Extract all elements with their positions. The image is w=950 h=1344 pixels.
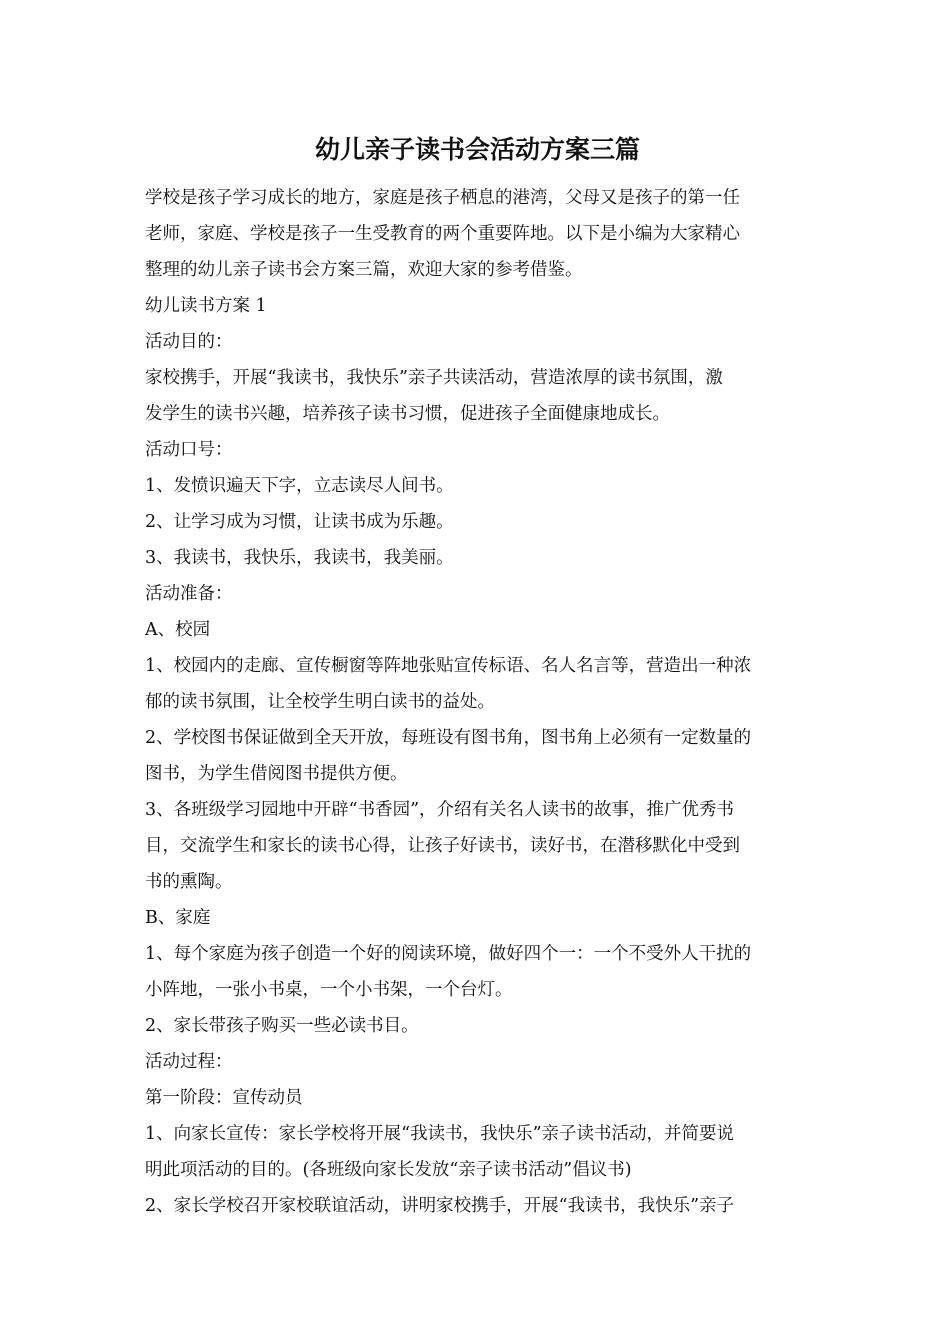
text-block	[145, 180, 810, 1224]
text-line: A、校园	[145, 620, 211, 640]
text-line: 2、家长学校召开家校联谊活动，讲明家校携手，开展“我读书，我快乐”亲子	[145, 1196, 735, 1216]
text-line: 书的熏陶。	[145, 872, 233, 892]
document-title: 幼儿亲子读书会活动方案三篇	[314, 135, 640, 164]
text-line: 图书，为学生借阅图书提供方便。	[145, 764, 408, 784]
text-line: 学校是孩子学习成长的地方，家庭是孩子栖息的港湾，父母又是孩子的第一任	[145, 188, 740, 208]
text-line: 老师，家庭、学校是孩子一生受教育的两个重要阵地。以下是小编为大家精心	[145, 224, 740, 244]
document-body	[145, 180, 810, 1224]
text-line: 1、发愤识遍天下字，立志读尽人间书。	[145, 476, 454, 496]
text-line: B、家庭	[145, 908, 211, 928]
text-line: 发学生的读书兴趣，培养孩子读书习惯，促进孩子全面健康地成长。	[145, 404, 670, 424]
text-line: 第一阶段：宣传动员	[145, 1088, 303, 1108]
text-line: 3、我读书，我快乐，我读书，我美丽。	[145, 548, 454, 568]
text-line: 2、家长带孩子购买一些必读书目。	[145, 1016, 419, 1036]
text-line: 郁的读书氛围，让全校学生明白读书的益处。	[145, 692, 495, 712]
text-line: 3、各班级学习园地中开辟“书香园”，介绍有关名人读书的故事，推广优秀书	[145, 800, 735, 820]
text-line: 2、学校图书保证做到全天开放，每班设有图书角，图书角上必须有一定数量的	[145, 728, 752, 748]
text-line: 幼儿读书方案 1	[145, 296, 267, 316]
text-line: 目，交流学生和家长的读书心得，让孩子好读书，读好书，在潜移默化中受到	[145, 836, 740, 856]
text-line: 家校携手，开展“我读书，我快乐”亲子共读活动，营造浓厚的读书氛围，激	[145, 368, 723, 388]
text-line: 2、让学习成为习惯，让读书成为乐趣。	[145, 512, 454, 532]
text-line: 活动准备：	[145, 584, 233, 604]
text-line: 1、每个家庭为孩子创造一个好的阅读环境，做好四个一：一个不受外人干扰的	[145, 944, 752, 964]
text-line: 明此项活动的目的。(各班级向家长发放“亲子读书活动”倡议书)	[145, 1160, 632, 1180]
text-line: 小阵地，一张小书桌，一个小书架，一个台灯。	[145, 980, 513, 1000]
text-line: 1、向家长宣传：家长学校将开展“我读书，我快乐”亲子读书活动，并简要说	[145, 1124, 735, 1144]
text-line: 活动过程：	[145, 1052, 233, 1072]
text-line: 整理的幼儿亲子读书会方案三篇，欢迎大家的参考借鉴。	[145, 260, 583, 280]
text-line: 活动口号：	[145, 440, 233, 460]
text-line: 1、校园内的走廊、宣传橱窗等阵地张贴宣传标语、名人名言等，营造出一种浓	[145, 656, 752, 676]
text-line: 活动目的：	[145, 332, 233, 352]
